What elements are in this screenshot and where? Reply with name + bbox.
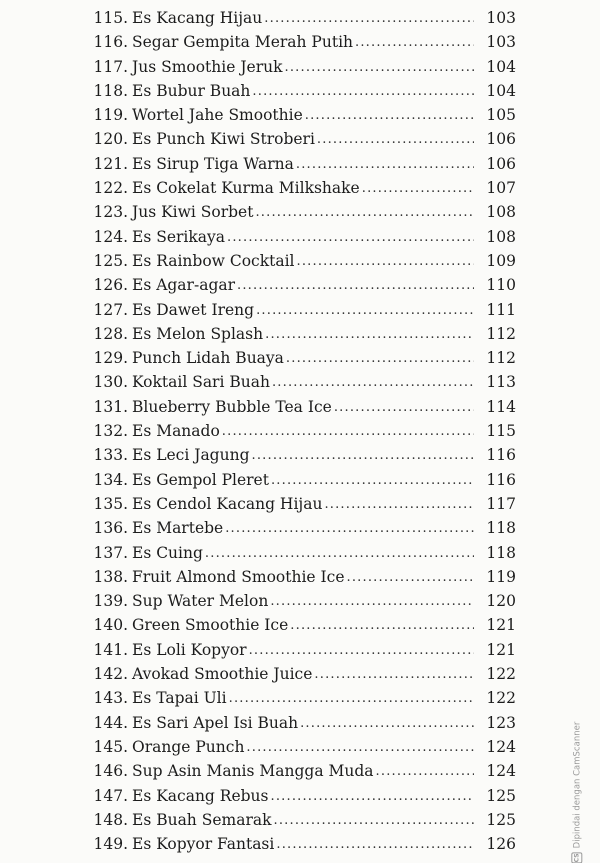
toc-entry-title: Es Kacang Hijau bbox=[132, 9, 263, 27]
dot-leader bbox=[376, 760, 474, 784]
dot-leader bbox=[274, 809, 475, 833]
toc-entry-title: Es Rainbow Cocktail bbox=[132, 251, 295, 270]
toc-entry-title: Es Dawet Ireng bbox=[132, 300, 255, 319]
toc-entry-page: 116 bbox=[486, 470, 516, 489]
toc-entry-page: 125 bbox=[486, 786, 516, 805]
toc-entry-number: 126. bbox=[93, 276, 128, 295]
toc-entry-page: 123 bbox=[486, 713, 516, 732]
toc-entry-number: 127. bbox=[93, 300, 128, 319]
toc-entry bbox=[92, 784, 516, 808]
toc-entry bbox=[92, 127, 516, 151]
dot-leader bbox=[225, 517, 474, 541]
dot-leader bbox=[264, 7, 474, 31]
toc-entry-title: Blueberry Bubble Tea Ice bbox=[132, 397, 332, 416]
toc-entry bbox=[92, 832, 516, 856]
dot-leader bbox=[270, 785, 474, 809]
toc-entry-number: 120. bbox=[93, 130, 128, 149]
toc-entry-title: Jus Kiwi Sorbet bbox=[132, 203, 254, 222]
toc-entry-number: 129. bbox=[93, 349, 128, 368]
toc-entry-title: Orange Punch bbox=[132, 737, 245, 756]
toc-entry-title: Es Serikaya bbox=[132, 227, 225, 246]
dot-leader bbox=[362, 177, 474, 201]
toc-entry bbox=[92, 273, 516, 297]
toc-entry bbox=[92, 30, 516, 54]
toc-entry-title: Punch Lidah Buaya bbox=[132, 349, 284, 368]
dot-leader bbox=[347, 566, 475, 590]
dot-leader bbox=[272, 371, 474, 395]
toc-entry-number: 139. bbox=[93, 592, 128, 611]
toc-entry-title: Es Cokelat Kurma Milkshake bbox=[132, 179, 360, 198]
toc-entry-number: 144. bbox=[93, 713, 128, 732]
toc-entry-number: 124. bbox=[93, 227, 128, 246]
toc-entry-number: 148. bbox=[93, 810, 128, 829]
toc-entry-number: 131. bbox=[93, 397, 128, 416]
dot-leader bbox=[324, 493, 474, 517]
toc-entry-title: Es Melon Splash bbox=[132, 324, 264, 343]
camscanner-icon: CS bbox=[573, 852, 581, 862]
toc-entry-title: Es Kopyor Fantasi bbox=[132, 835, 275, 854]
toc-entry-number: 146. bbox=[93, 762, 128, 781]
toc-entry-page: 119 bbox=[486, 567, 516, 586]
toc-entry-number: 115. bbox=[93, 9, 128, 27]
toc-entry-page: 110 bbox=[486, 276, 516, 295]
dot-leader bbox=[300, 712, 474, 736]
dot-leader bbox=[255, 201, 474, 225]
toc-entry bbox=[92, 589, 516, 613]
dot-leader bbox=[265, 323, 474, 347]
dot-leader bbox=[285, 56, 475, 80]
toc-entry-title: Es Bubur Buah bbox=[132, 81, 251, 100]
toc-entry-number: 145. bbox=[93, 737, 128, 756]
toc-entry-page: 115 bbox=[486, 422, 516, 441]
toc-entry-title: Fruit Almond Smoothie Ice bbox=[132, 567, 345, 586]
toc-entry-number: 137. bbox=[93, 543, 128, 562]
toc-entry bbox=[92, 79, 516, 103]
dot-leader bbox=[271, 469, 474, 493]
toc-entry-number: 135. bbox=[93, 494, 128, 513]
dot-leader bbox=[276, 833, 474, 857]
toc-entry-page: 111 bbox=[486, 300, 516, 319]
toc-entry bbox=[92, 370, 516, 394]
toc-entry-title: Es Cendol Kacang Hijau bbox=[132, 494, 323, 513]
toc-entry-number: 138. bbox=[93, 567, 128, 586]
toc-entry bbox=[92, 613, 516, 637]
toc-entry bbox=[92, 6, 516, 30]
dot-leader bbox=[317, 128, 474, 152]
toc-entry bbox=[92, 662, 516, 686]
toc-entry-title: Es Punch Kiwi Stroberi bbox=[132, 130, 315, 149]
toc-entry bbox=[92, 176, 516, 200]
dot-leader bbox=[334, 396, 474, 420]
toc-entry-title: Sup Asin Manis Mangga Muda bbox=[132, 762, 374, 781]
toc-entry bbox=[92, 249, 516, 273]
toc-entry-page: 104 bbox=[486, 57, 516, 76]
toc-entry-number: 133. bbox=[93, 446, 128, 465]
toc-entry-page: 105 bbox=[486, 106, 516, 125]
toc-entry-title: Green Smoothie Ice bbox=[132, 616, 289, 635]
dot-leader bbox=[246, 736, 474, 760]
dot-leader bbox=[314, 663, 474, 687]
toc-entry-number: 130. bbox=[93, 373, 128, 392]
toc-entry bbox=[92, 735, 516, 759]
toc-entry-number: 132. bbox=[93, 422, 128, 441]
toc-entry-page: 112 bbox=[486, 324, 516, 343]
toc-entry-title: Es Manado bbox=[132, 422, 220, 441]
toc-entry-number: 140. bbox=[93, 616, 128, 635]
toc-entry-page: 117 bbox=[486, 494, 516, 513]
dot-leader bbox=[205, 542, 474, 566]
toc-entry-page: 118 bbox=[486, 519, 516, 538]
toc-entry bbox=[92, 516, 516, 540]
toc-entry-number: 117. bbox=[93, 57, 128, 76]
toc-entry-title: Es Agar-agar bbox=[132, 276, 236, 295]
toc-entry-page: 120 bbox=[486, 592, 516, 611]
toc-entry bbox=[92, 443, 516, 467]
dot-leader bbox=[252, 80, 474, 104]
camscanner-watermark bbox=[570, 721, 584, 862]
dot-leader bbox=[227, 226, 474, 250]
toc-entry-page: 122 bbox=[486, 665, 516, 684]
dot-leader bbox=[305, 104, 474, 128]
toc-entry-title: Es Buah Semarak bbox=[132, 810, 272, 829]
toc-entry-page: 109 bbox=[486, 251, 516, 270]
dot-leader bbox=[249, 639, 474, 663]
toc-entry-page: 104 bbox=[486, 81, 516, 100]
dot-leader bbox=[229, 687, 474, 711]
toc-entry-title: Jus Smoothie Jeruk bbox=[132, 57, 283, 76]
toc-entry bbox=[92, 103, 516, 127]
toc-entry-title: Es Leci Jagung bbox=[132, 446, 250, 465]
toc-entry-title: Sup Water Melon bbox=[132, 592, 269, 611]
toc-entry-title: Avokad Smoothie Juice bbox=[132, 665, 313, 684]
dot-leader bbox=[355, 31, 474, 55]
toc-entry-page: 107 bbox=[486, 179, 516, 198]
toc-entry bbox=[92, 395, 516, 419]
toc-entry bbox=[92, 152, 516, 176]
toc-entry-number: 123. bbox=[93, 203, 128, 222]
toc-entry-page: 103 bbox=[486, 33, 516, 52]
toc-entry-page: 126 bbox=[486, 835, 516, 854]
toc-entry bbox=[92, 711, 516, 735]
toc-entry-page: 113 bbox=[486, 373, 516, 392]
toc-entry-page: 106 bbox=[486, 154, 516, 173]
toc-entry bbox=[92, 322, 516, 346]
dot-leader bbox=[286, 347, 474, 371]
toc-entry-page: 108 bbox=[486, 227, 516, 246]
toc-entry-page: 108 bbox=[486, 203, 516, 222]
toc-entry-number: 125. bbox=[93, 251, 128, 270]
toc-entry-number: 119. bbox=[93, 106, 128, 125]
dot-leader bbox=[222, 420, 474, 444]
toc-entry-number: 149. bbox=[93, 835, 128, 854]
toc-entry-number: 128. bbox=[93, 324, 128, 343]
toc-entry-page: 121 bbox=[486, 616, 516, 635]
dot-leader bbox=[297, 250, 474, 274]
toc-entry-title: Koktail Sari Buah bbox=[132, 373, 270, 392]
toc-entry bbox=[92, 638, 516, 662]
toc-entry-number: 147. bbox=[93, 786, 128, 805]
toc-entry-number: 134. bbox=[93, 470, 128, 489]
toc-entry bbox=[92, 541, 516, 565]
toc-entry bbox=[92, 492, 516, 516]
toc-entry bbox=[92, 808, 516, 832]
dot-leader bbox=[256, 299, 474, 323]
toc-entry-number: 116. bbox=[93, 33, 128, 52]
toc-entry bbox=[92, 419, 516, 443]
toc-entry-number: 143. bbox=[93, 689, 128, 708]
dot-leader bbox=[252, 444, 475, 468]
toc-entry-page: 114 bbox=[486, 397, 516, 416]
toc-entry-title: Es Sirup Tiga Warna bbox=[132, 154, 294, 173]
dot-leader bbox=[296, 153, 474, 177]
toc-entry-title: Es Tapai Uli bbox=[132, 689, 227, 708]
toc-entry-title: Es Sari Apel Isi Buah bbox=[132, 713, 299, 732]
toc-entry-title: Es Kacang Rebus bbox=[132, 786, 269, 805]
toc-entry-page: 125 bbox=[486, 810, 516, 829]
toc-entry-number: 118. bbox=[93, 81, 128, 100]
toc-entry bbox=[92, 686, 516, 710]
toc-entry-page: 106 bbox=[486, 130, 516, 149]
toc-entry-number: 141. bbox=[93, 640, 128, 659]
toc-entry-title: Es Loli Kopyor bbox=[132, 640, 247, 659]
toc-entry-title: Es Gempol Pleret bbox=[132, 470, 269, 489]
dot-leader bbox=[290, 614, 474, 638]
toc-entry bbox=[92, 468, 516, 492]
toc-entry-page: 112 bbox=[486, 349, 516, 368]
toc-entry-title: Wortel Jahe Smoothie bbox=[132, 106, 303, 125]
toc-entry bbox=[92, 200, 516, 224]
toc-entry-title: Es Martebe bbox=[132, 519, 224, 538]
toc-entry bbox=[92, 346, 516, 370]
table-of-contents bbox=[92, 6, 516, 856]
toc-entry-title: Es Cuing bbox=[132, 543, 203, 562]
toc-entry-number: 121. bbox=[93, 154, 128, 173]
dot-leader bbox=[270, 590, 474, 614]
toc-entry-number: 136. bbox=[93, 519, 128, 538]
toc-entry bbox=[92, 225, 516, 249]
dot-leader bbox=[237, 274, 474, 298]
toc-entry-page: 103 bbox=[486, 9, 516, 27]
toc-entry-page: 118 bbox=[486, 543, 516, 562]
watermark-text: Dipindai dengan CamScanner bbox=[572, 721, 582, 848]
toc-entry bbox=[92, 298, 516, 322]
toc-entry-page: 116 bbox=[486, 446, 516, 465]
toc-entry-page: 121 bbox=[486, 640, 516, 659]
toc-entry-page: 122 bbox=[486, 689, 516, 708]
toc-entry bbox=[92, 55, 516, 79]
toc-entry-title: Segar Gempita Merah Putih bbox=[132, 33, 354, 52]
toc-entry-number: 142. bbox=[93, 665, 128, 684]
toc-entry-page: 124 bbox=[486, 762, 516, 781]
toc-entry bbox=[92, 565, 516, 589]
toc-entry bbox=[92, 759, 516, 783]
toc-entry-number: 122. bbox=[93, 179, 128, 198]
toc-entry-page: 124 bbox=[486, 737, 516, 756]
